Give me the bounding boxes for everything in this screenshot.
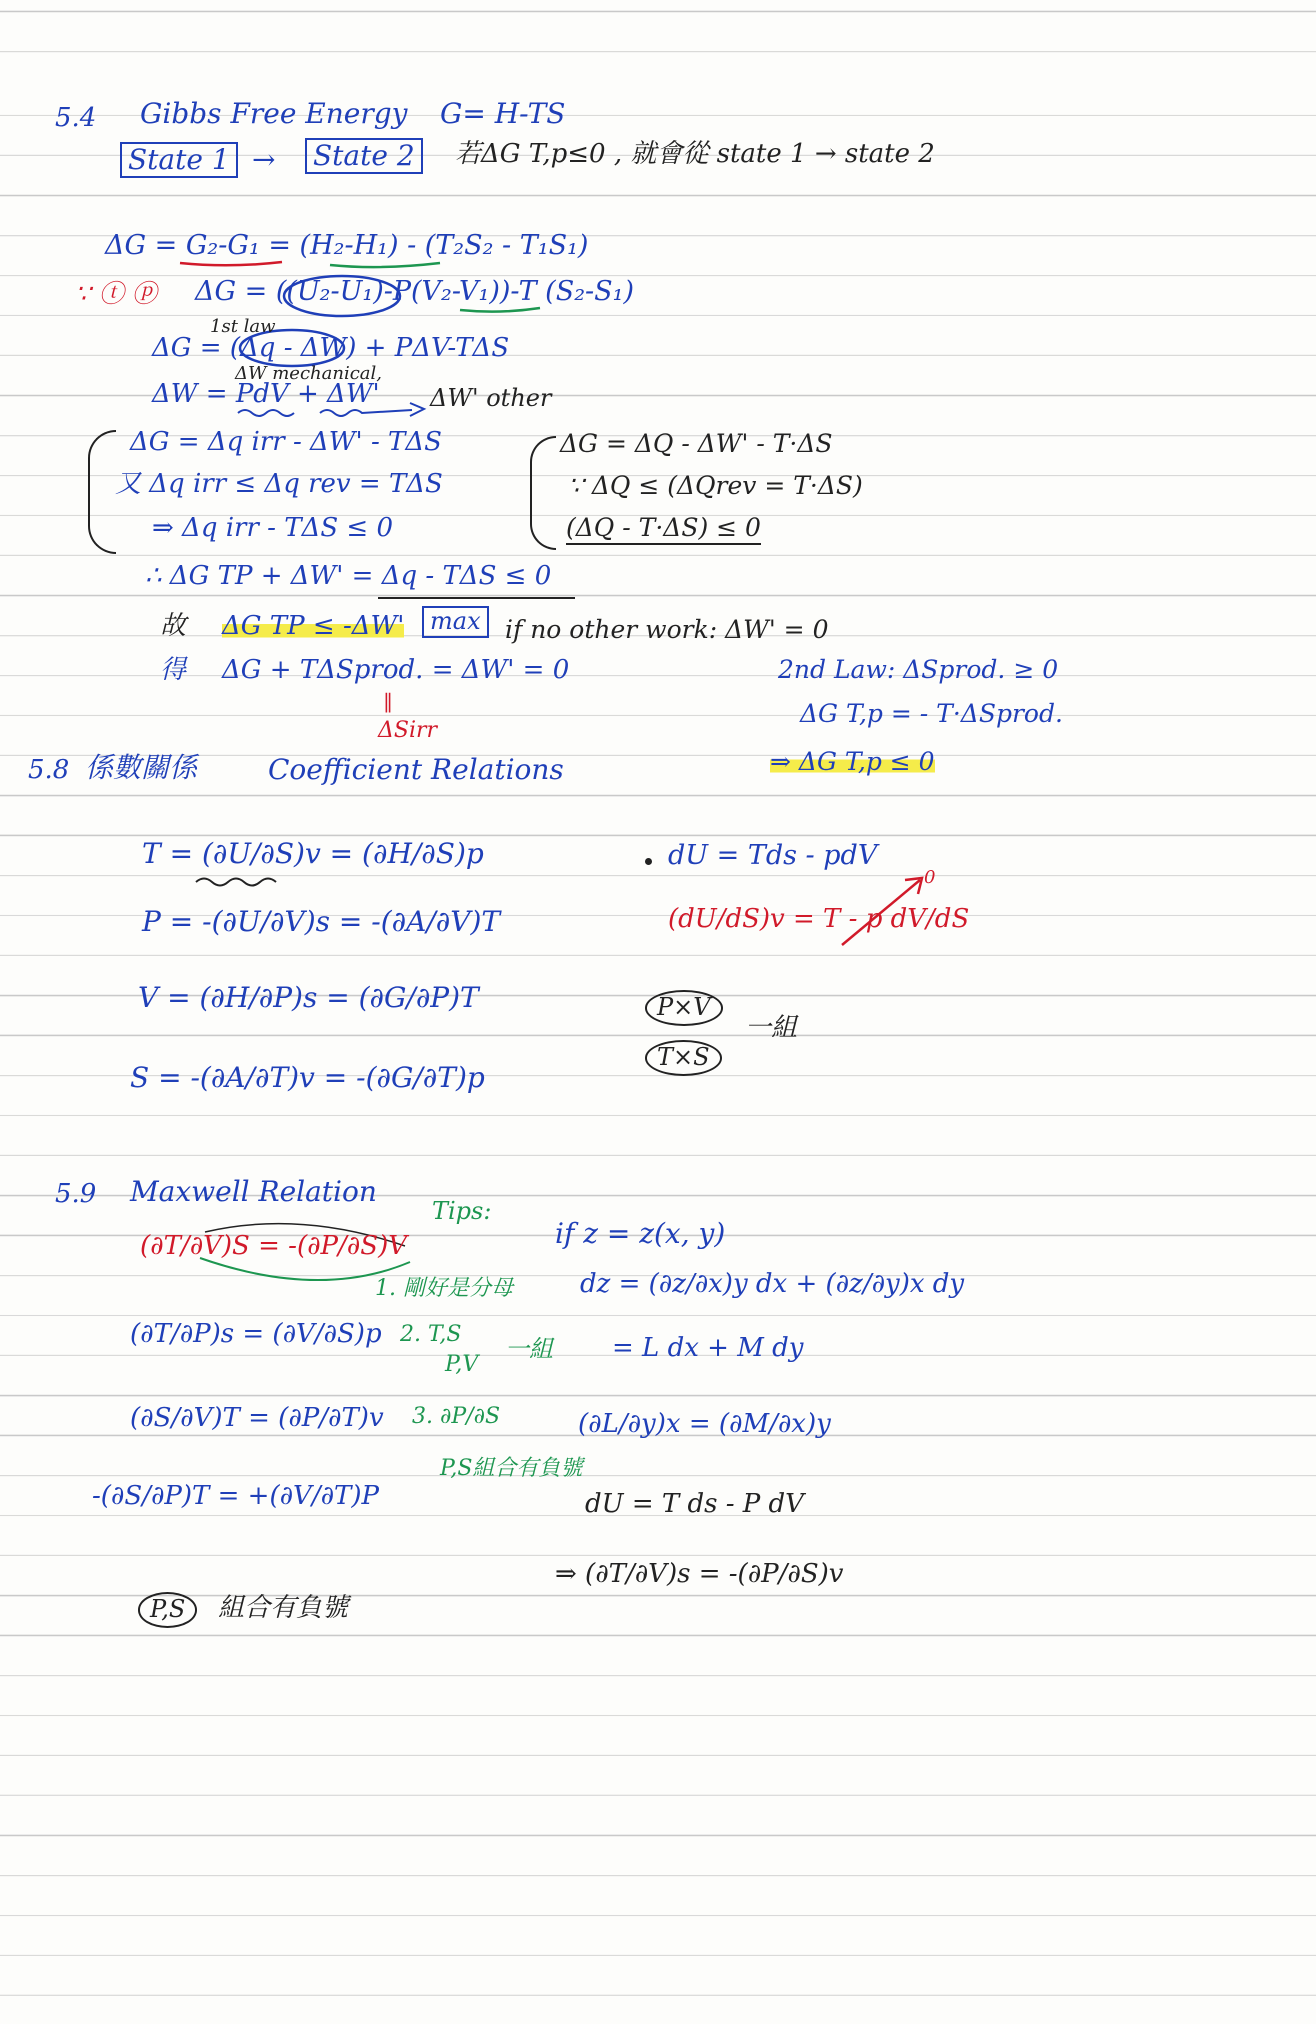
second-law-statement: 2nd Law: ΔSprod. ≥ 0 <box>778 655 1059 684</box>
section-title-gibbs: Gibbs Free Energy <box>140 97 408 130</box>
tip-3-note: P,S組合有負號 <box>440 1456 583 1481</box>
section-title-en-coefficient: Coefficient Relations <box>268 753 564 786</box>
section-number-5-4: 5.4 <box>55 103 97 133</box>
bullet-dot <box>645 858 652 865</box>
du-ds-derivation: (dU/dS)v = T - p dV/dS <box>668 904 970 934</box>
therefore-line: ∴ ΔG TP + ΔW' = Δq - TΔS ≤ 0 <box>145 561 552 591</box>
de-character: 得 <box>160 655 187 685</box>
total-differential: dz = (∂z/∂x)y dx + (∂z/∂y)x dy <box>580 1269 965 1299</box>
derivation-line-1: ΔG = Δq irr - ΔW' - TΔS <box>130 427 442 457</box>
derivation-line-2: 又 Δq irr ≤ Δq rev = TΔS <box>115 469 443 499</box>
other-work-note: ΔW' other <box>430 384 552 412</box>
section-number-5-8: 5.8 <box>28 755 70 785</box>
derivation-line-3: ⇒ Δq irr - TΔS ≤ 0 <box>152 513 394 543</box>
maxwell-4: -(∂S/∂P)T = +(∂V/∂T)P <box>92 1481 380 1511</box>
tip-2-pv: P,V <box>445 1352 479 1377</box>
ps-negative-note: 組合有負號 <box>218 1593 349 1623</box>
gtp-result: ⇒ ΔG T,p ≤ 0 <box>770 747 935 776</box>
max-label-box: max <box>422 606 489 638</box>
internal-energy-differential: dU = Tds - pdV <box>668 840 878 871</box>
gu-character: 故 <box>160 611 187 641</box>
zero-mark: 0 <box>924 867 936 888</box>
state-arrow: → <box>252 143 276 176</box>
alt-derivation-1: ΔG = ΔQ - ΔW' - T·ΔS <box>560 429 833 458</box>
first-law-note: 1st law <box>210 316 276 337</box>
max-work-inequality: ΔG TP ≤ -ΔW' <box>222 611 405 641</box>
delta-g-expansion: ΔG = G₂-G₁ = (H₂-H₁) - (T₂S₂ - T₁S₁) <box>105 230 589 261</box>
alt-derivation-2: ∵ ΔQ ≤ (ΔQrev = T·ΔS) <box>568 471 863 500</box>
pv-pair-circle: P×V <box>645 990 723 1026</box>
entropy-production-eq: ΔG + TΔSprod. = ΔW' = 0 <box>222 655 570 685</box>
section-title-zh-coefficient: 係數關係 <box>85 751 198 784</box>
left-brace <box>88 430 116 554</box>
coefficient-p: P = -(∂U/∂V)s = -(∂A/∂V)T <box>142 905 501 938</box>
mechanical-work-note: ΔW mechanical, <box>235 363 382 384</box>
maxwell-result: ⇒ (∂T/∂V)s = -(∂P/∂S)v <box>555 1559 844 1589</box>
ps-circle: P,S <box>138 1592 197 1628</box>
l-m-form: = L dx + M dy <box>612 1333 804 1363</box>
constant-tp-mark: ∵ ⓣ ⓟ <box>75 279 157 308</box>
tip-3: 3. ∂P/∂S <box>412 1404 501 1429</box>
gtp-entropy-eq: ΔG T,p = - T·ΔSprod. <box>800 699 1063 728</box>
ts-pair-circle: T×S <box>645 1040 722 1076</box>
delta-g-internal-energy: ΔG = ((U₂-U₁)-P(V₂-V₁))-T (S₂-S₁) <box>195 276 635 307</box>
delta-g-first-law: ΔG = (Δq - ΔW) + PΔV-TΔS <box>152 333 510 363</box>
equals-mark: ‖ <box>383 689 393 713</box>
cross-derivative: (∂L/∂y)x = (∂M/∂x)y <box>578 1409 831 1439</box>
spontaneity-condition: 若ΔG T,p≤0 , 就會從 state 1 → state 2 <box>455 139 935 169</box>
coefficient-v: V = (∂H/∂P)s = (∂G/∂P)T <box>138 981 479 1014</box>
section-number-5-9: 5.9 <box>55 1179 97 1209</box>
tip-2: 2. T,S <box>400 1322 462 1347</box>
coefficient-s: S = -(∂A/∂T)v = -(∂G/∂T)p <box>130 1061 485 1094</box>
du-expression: dU = T ds - P dV <box>585 1489 804 1519</box>
gibbs-definition: G= H-TS <box>440 97 566 130</box>
delta-w-expression: ΔW = PdV + ΔW' <box>152 379 380 409</box>
tip-1: 1. 剛好是分母 <box>375 1276 513 1301</box>
s-irr-label: ΔSirr <box>378 718 438 743</box>
group-label: 一組 <box>745 1013 798 1043</box>
z-function-def: if z = z(x, y) <box>555 1217 726 1250</box>
maxwell-3: (∂S/∂V)T = (∂P/∂T)v <box>130 1403 384 1433</box>
maxwell-2: (∂T/∂P)s = (∂V/∂S)p <box>130 1319 382 1349</box>
no-other-work-note: if no other work: ΔW' = 0 <box>505 615 829 644</box>
section-title-maxwell: Maxwell Relation <box>130 1175 377 1208</box>
tip-2-group: 一組 <box>505 1335 553 1363</box>
right-brace <box>530 436 556 550</box>
coefficient-t: T = (∂U/∂S)v = (∂H/∂S)p <box>142 837 484 870</box>
maxwell-tip-example: (∂T/∂V)S = -(∂P/∂S)V <box>140 1231 407 1261</box>
state2-box: State 2 <box>305 138 423 174</box>
alt-derivation-3: (ΔQ - T·ΔS) ≤ 0 <box>566 514 761 545</box>
state1-box: State 1 <box>120 142 238 178</box>
tips-label: Tips: <box>432 1197 492 1225</box>
